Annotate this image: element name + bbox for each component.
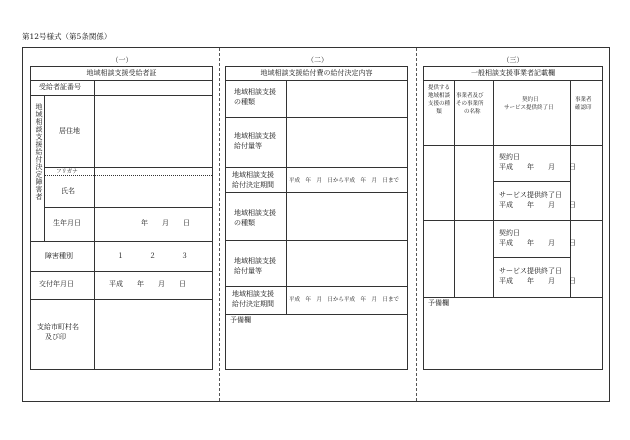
end-date-label-2: サービス提供終了日 xyxy=(499,267,562,275)
section1-number: （一） xyxy=(111,56,133,64)
section2-title: 地域相談支援給付費の給付決定内容 xyxy=(260,69,373,77)
contract-date-label-1: 契約日 xyxy=(499,153,520,161)
municipality-label-1: 支給市町村名 xyxy=(37,323,79,331)
period-label-1b: 地域相談支援 xyxy=(232,290,274,298)
section-divider xyxy=(219,48,220,401)
birthdate-label: 生年月日 xyxy=(53,219,81,227)
period-value-b: 平成 年 月 日から平成 年 月 日まで xyxy=(289,297,400,303)
period-label-1: 地域相談支援 xyxy=(232,171,274,179)
section1-title: 地域相談支援受給者証 xyxy=(86,69,157,77)
end-date-value-2: 平成 年 月 日 xyxy=(499,277,576,285)
type-label-1b: 地域相談支援 xyxy=(234,209,276,217)
section-divider xyxy=(416,48,417,401)
type-label-1: 地域相談支援 xyxy=(234,88,276,96)
furigana-label: フリガナ xyxy=(56,169,78,175)
period-label-2b: 給付決定期間 xyxy=(232,300,274,308)
type-label-2b: の種類 xyxy=(234,219,255,227)
recipient-no-label: 受給者証番号 xyxy=(39,83,81,91)
amount-label-1b: 地域相談支援 xyxy=(234,257,276,265)
name-label: 氏名 xyxy=(61,187,75,195)
col-date-2: サービス提供終了日 xyxy=(504,105,554,111)
issue-date-value: 平成 年 月 日 xyxy=(109,280,186,288)
period-label-2: 給付決定期間 xyxy=(232,181,274,189)
section2-number: （二） xyxy=(307,56,328,64)
address-label: 居住地 xyxy=(59,127,80,135)
type-label-2: の種類 xyxy=(234,98,255,106)
col-provider-3: の名称 xyxy=(464,109,481,115)
col-confirm-2: 確認印 xyxy=(575,105,592,111)
disability-type-2: ２ xyxy=(149,252,156,260)
section2-remarks-label: 予備欄 xyxy=(230,316,251,324)
contract-date-label-2: 契約日 xyxy=(499,229,520,237)
disability-type-3: ３ xyxy=(181,252,188,260)
section3-table xyxy=(423,66,603,370)
section3-number: （三） xyxy=(502,56,524,64)
end-date-value-1: 平成 年 月 日 xyxy=(499,201,576,209)
disability-type-label: 障害種別 xyxy=(45,252,73,260)
issue-date-label: 交付年月日 xyxy=(39,280,74,288)
disability-type-1: １ xyxy=(117,252,124,260)
col-type-header: 提供する地域相談支援の種類 xyxy=(427,85,450,115)
section1-table xyxy=(30,66,213,370)
form-header: 第12号様式（第5条関係） xyxy=(22,32,112,41)
section3-title: 一般相談支援事業者記載欄 xyxy=(471,69,555,77)
recipient-vertical-label: 地域相談支援給付決定障害者 xyxy=(35,103,43,201)
period-value: 平成 年 月 日から平成 年 月 日まで xyxy=(289,178,400,184)
col-confirm-1: 事業者 xyxy=(575,97,592,103)
municipality-label-2: 及び印 xyxy=(45,333,66,341)
amount-label-1: 地域相談支援 xyxy=(234,132,276,140)
col-provider-2: その事業所 xyxy=(456,101,484,107)
amount-label-2b: 給付量等 xyxy=(234,267,262,275)
end-date-label-1: サービス提供終了日 xyxy=(499,191,562,199)
contract-date-value-2: 平成 年 月 日 xyxy=(499,239,576,247)
birthdate-value: 年 月 日 xyxy=(141,219,190,227)
section3-remarks-label: 予備欄 xyxy=(428,299,449,307)
amount-label-2: 給付量等 xyxy=(234,142,262,150)
col-provider-1: 事業者及び xyxy=(456,93,484,99)
contract-date-value-1: 平成 年 月 日 xyxy=(499,163,576,171)
section2-table xyxy=(225,66,408,370)
col-date-1: 契約日 xyxy=(522,97,539,103)
